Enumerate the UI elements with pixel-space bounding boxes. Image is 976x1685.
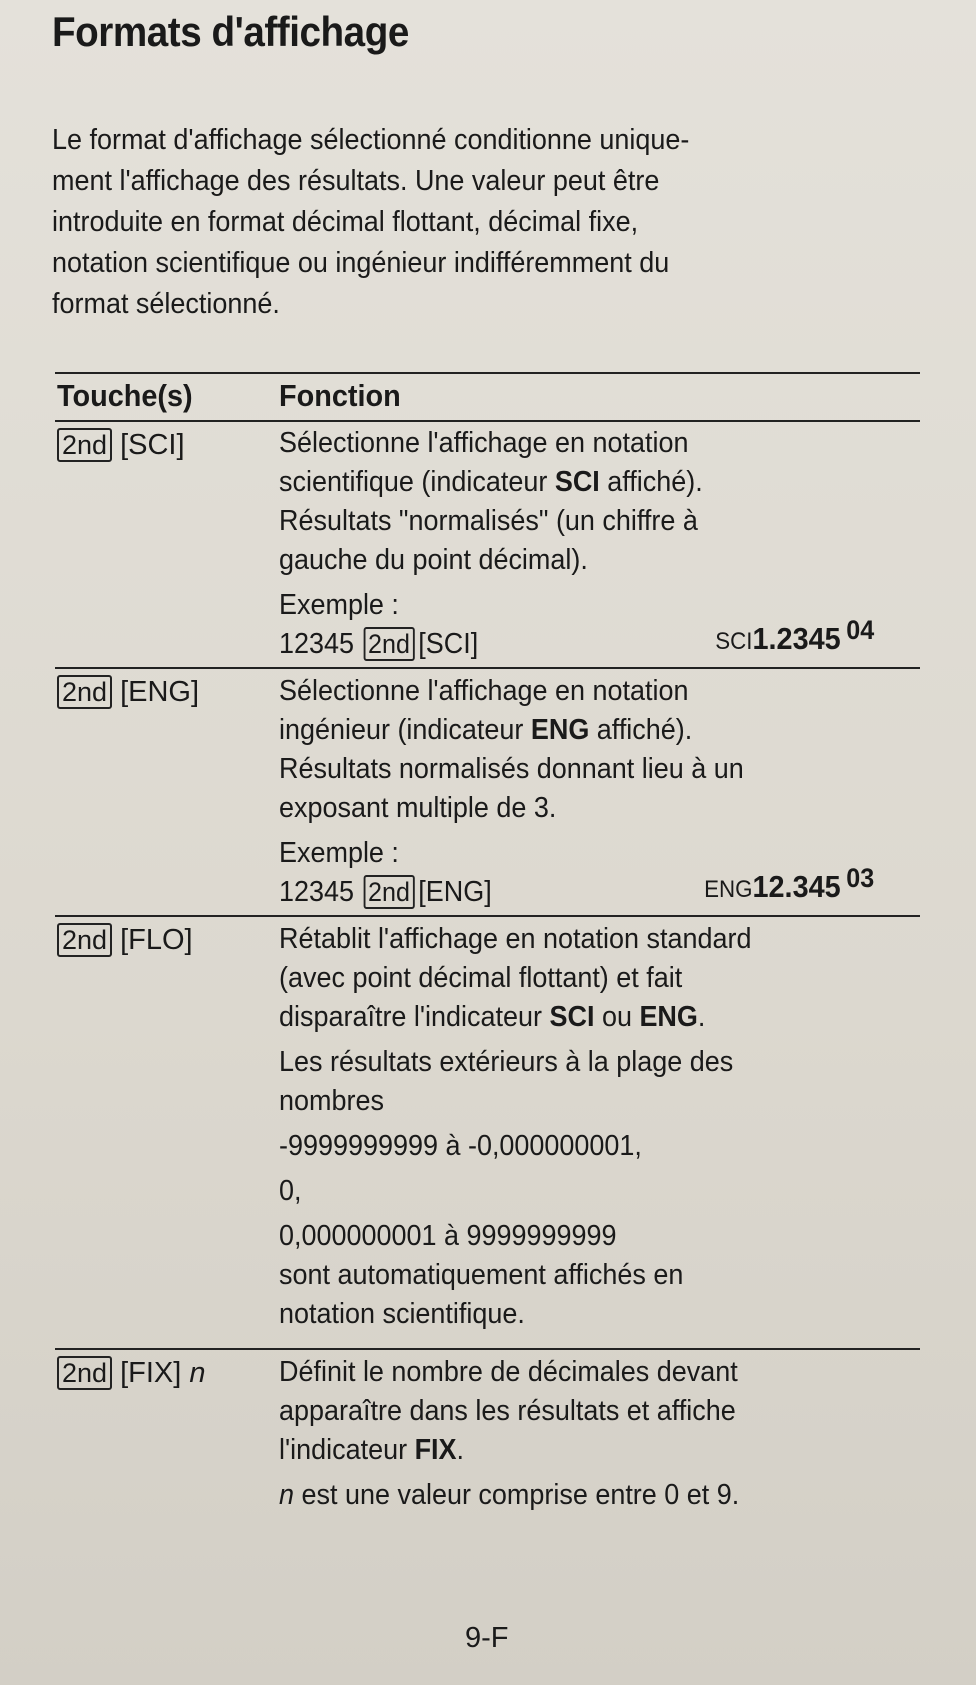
key-label: [ENG]	[120, 676, 200, 708]
function-line: Résultats "normalisés" (un chiffre à	[279, 505, 698, 537]
function-line: Résultats normalisés donnant lieu à un	[279, 753, 744, 785]
function-line	[279, 1431, 874, 1470]
function-line: (avec point décimal flottant) et fait	[279, 962, 683, 994]
header-rule	[55, 420, 920, 422]
variable-n: n	[279, 1479, 295, 1511]
intro-paragraph	[52, 120, 861, 325]
key-2nd: 2nd	[57, 428, 112, 462]
key-label: [FIX]	[120, 1357, 182, 1389]
text: affiché).	[589, 714, 693, 746]
key-2nd: 2nd	[57, 675, 112, 709]
text: ingénieur (indicateur	[279, 714, 531, 746]
example-number: 12345	[279, 876, 355, 908]
display-readout	[715, 615, 875, 661]
function-line	[279, 998, 874, 1037]
key-2nd: 2nd	[363, 875, 414, 909]
text: l'indicateur	[279, 1434, 415, 1466]
function-line: sont automatiquement affichés en	[279, 1259, 684, 1291]
display-exponent: 03	[846, 863, 875, 893]
function-line: Définit le nombre de décimales devant	[279, 1356, 738, 1388]
text: .	[697, 1001, 706, 1033]
function-line: notation scientifique.	[279, 1298, 525, 1330]
function-line: Rétablit l'affichage en notation standard	[279, 923, 752, 955]
key-label: [SCI]	[418, 628, 479, 660]
example-line	[279, 863, 875, 912]
row-flo-function	[279, 920, 874, 1334]
key-suffix: n	[189, 1357, 206, 1389]
example-number: 12345	[279, 628, 355, 660]
row-fix-keys	[57, 1356, 206, 1390]
text: ou	[594, 1001, 640, 1033]
example-label: Exemple :	[279, 589, 399, 621]
table-top-rule	[55, 372, 920, 374]
row-eng-function	[279, 672, 874, 912]
intro-line: ment l'affichage des résultats. Une valeur peut être	[52, 165, 660, 197]
indicator-eng: ENG	[530, 714, 590, 746]
row-rule	[55, 1348, 920, 1350]
function-line: apparaître dans les résultats et affiche	[279, 1395, 736, 1427]
display-readout	[704, 863, 875, 909]
row-fix-function	[279, 1353, 874, 1515]
function-line	[279, 711, 874, 750]
row-rule	[55, 915, 920, 917]
key-label: [FLO]	[120, 924, 193, 956]
function-line: exposant multiple de 3.	[279, 792, 557, 824]
page-number: 9-F	[465, 1622, 509, 1654]
text: .	[456, 1434, 465, 1466]
display-exponent: 04	[846, 615, 875, 645]
indicator-eng: ENG	[639, 1001, 698, 1033]
display-indicator: ENG	[704, 876, 753, 903]
example-line	[279, 615, 875, 664]
display-mantissa: 12.345	[752, 869, 841, 904]
row-sci-function	[279, 424, 874, 664]
text: affiché).	[599, 466, 703, 498]
header-function: Fonction	[279, 378, 401, 413]
display-mantissa: 1.2345	[752, 621, 841, 656]
function-line: gauche du point décimal).	[279, 544, 588, 576]
text: scientifique (indicateur	[279, 466, 555, 498]
indicator-fix: FIX	[414, 1434, 457, 1466]
range-line: -9999999999 à -0,000000001,	[279, 1130, 642, 1162]
function-line: nombres	[279, 1085, 384, 1117]
display-indicator: SCI	[715, 628, 753, 655]
function-line	[279, 1476, 874, 1515]
key-2nd: 2nd	[363, 627, 414, 661]
key-2nd: 2nd	[57, 923, 112, 957]
intro-line: notation scientifique ou ingénieur indifféremment du	[52, 247, 670, 279]
function-line: Sélectionne l'affichage en notation	[279, 427, 689, 459]
text: disparaître l'indicateur	[279, 1001, 550, 1033]
key-label: [ENG]	[418, 876, 492, 908]
function-line	[279, 463, 874, 502]
header-keys: Touche(s)	[57, 378, 193, 413]
row-rule	[55, 667, 920, 669]
range-line: 0,	[279, 1175, 302, 1207]
indicator-sci: SCI	[554, 466, 600, 498]
intro-line: format sélectionné.	[52, 288, 280, 320]
intro-line: Le format d'affichage sélectionné conditionne unique-	[52, 124, 690, 156]
function-line: Les résultats extérieurs à la plage des	[279, 1046, 734, 1078]
row-eng-keys	[57, 675, 199, 709]
example-label: Exemple :	[279, 837, 399, 869]
key-label: [SCI]	[120, 429, 185, 461]
range-line: 0,000000001 à 9999999999	[279, 1220, 617, 1252]
row-sci-keys	[57, 428, 185, 462]
page-title: Formats d'affichage	[52, 8, 409, 55]
text: est une valeur comprise entre 0 et 9.	[294, 1479, 740, 1511]
key-2nd: 2nd	[57, 1356, 112, 1390]
row-flo-keys	[57, 923, 193, 957]
indicator-sci: SCI	[549, 1001, 595, 1033]
intro-line: introduite en format décimal flottant, décimal fixe,	[52, 206, 639, 238]
function-line: Sélectionne l'affichage en notation	[279, 675, 689, 707]
